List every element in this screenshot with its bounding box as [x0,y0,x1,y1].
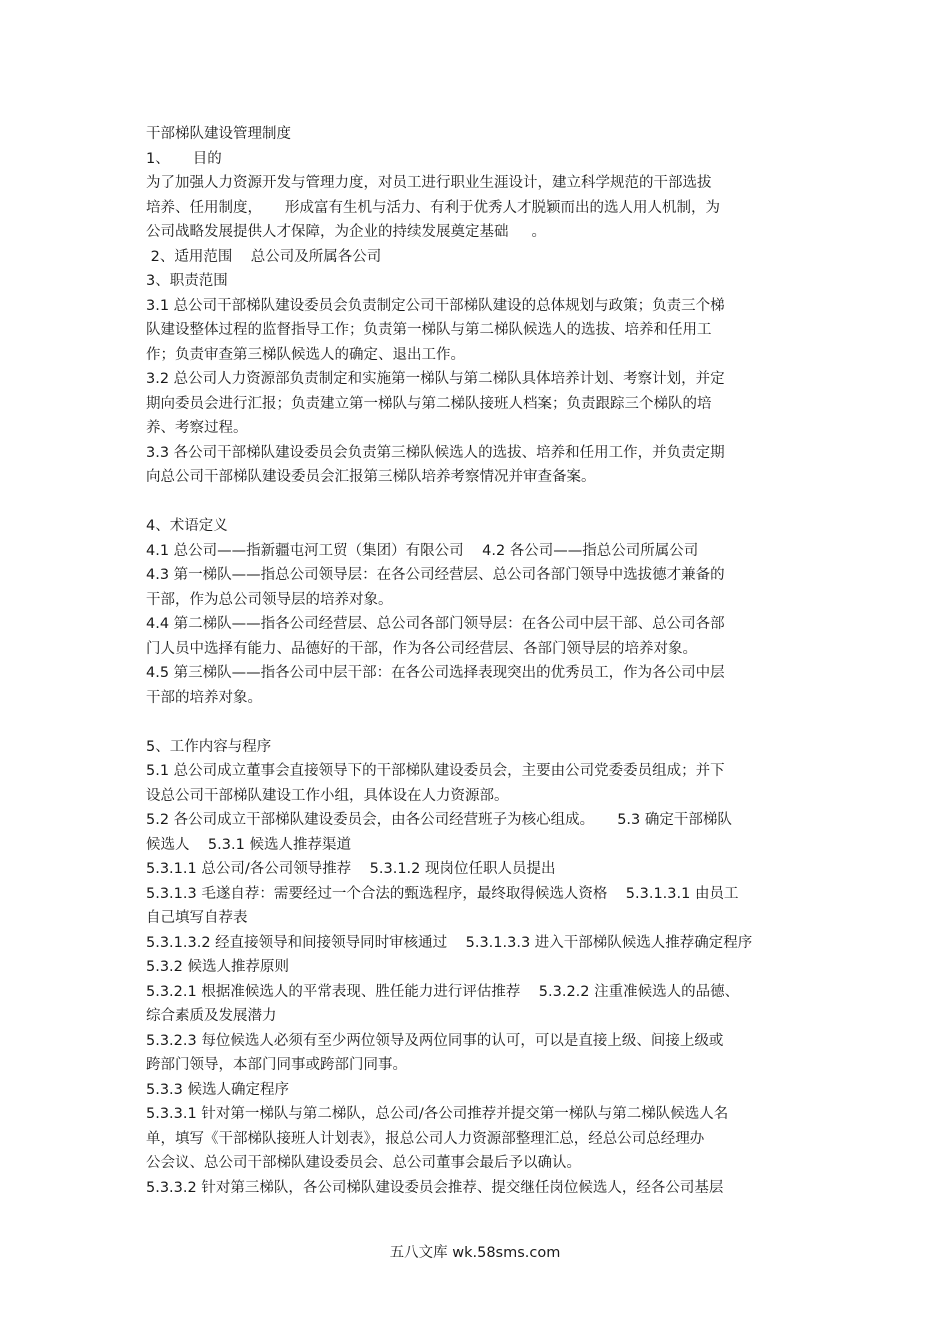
text-line: 4.4 第二梯队——指各公司经营层、总公司各部门领导层：在各公司中层干部、总公司各部 [146,616,725,632]
text-line: 1、 目的 [146,150,222,167]
text-line: 5.3.2.1 根据准候选人的平常表现、胜任能力进行评估推荐 5.3.2.2 注重准候选人的品德、 [146,983,740,1000]
text-line: 单，填写《干部梯队接班人计划表》，报总公司人力资源部整理汇总，经总公司总经理办 [146,1130,705,1147]
text-line: 2、适用范围 总公司及所属各公司 [146,248,382,265]
text-line: 4.1 总公司——指新疆屯河工贸（集团）有限公司 4.2 各公司——指总公司所属公司 [146,542,699,559]
text-line: 门人员中选择有能力、品德好的干部，作为各公司经营层、各部门领导层的培养对象。 [146,640,697,657]
blank-line [146,710,811,735]
text-line: 干部的培养对象。 [146,689,262,706]
text-line: 候选人 5.3.1 候选人推荐渠道 [146,836,351,853]
text-line: 5.3.3.2 针对第三梯队，各公司梯队建设委员会推荐、提交继任岗位候选人，经各公司基层 [146,1179,724,1196]
document-title: 干部梯队建设管理制度 [146,126,291,142]
text-line: 期向委员会进行汇报；负责建立第一梯队与第二梯队接班人档案；负责跟踪三个梯队的培 [146,395,712,412]
text-line: 设总公司干部梯队建设工作小组，具体设在人力资源部。 [146,787,509,804]
text-line: 培养、任用制度， 形成富有生机与活力、有利于优秀人才脱颖而出的选人用人机制，为 [146,199,721,216]
text-line: 自己填写自荐表 [146,910,248,926]
text-line: 4.5 第三梯队——指各公司中层干部：在各公司选择表现突出的优秀员工，作为各公司中层 [146,665,725,681]
text-line: 5.3.1.3 毛遂自荐：需要经过一个合法的甄选程序，最终取得候选人资格 5.3.1.3.1 由员工 [146,885,739,902]
text-line: 5、工作内容与程序 [146,738,272,755]
text-line: 5.2 各公司成立干部梯队建设委员会，由各公司经营班子为核心组成。 5.3 确定干部梯队 [146,812,732,828]
text-line: 3.1 总公司干部梯队建设委员会负责制定公司干部梯队建设的总体规划与政策；负责三个梯 [146,297,725,314]
text-line: 作；负责审查第三梯队候选人的确定、退出工作。 [146,346,465,363]
text-line: 5.1 总公司成立董事会直接领导下的干部梯队建设委员会，主要由公司党委委员组成；并下 [146,763,725,779]
text-line: 公司战略发展提供人才保障，为企业的持续发展奠定基础 。 [146,224,547,240]
footer-watermark: 五八文库 wk.58sms.com [389,1245,561,1261]
text-line: 5.3.2.3 每位候选人必须有至少两位领导及两位同事的认可，可以是直接上级、间接上级或 [146,1032,724,1049]
text-line: 综合素质及发展潜力 [146,1008,277,1024]
text-line: 3、职责范围 [146,273,228,289]
text-line: 5.3.2 候选人推荐原则 [146,959,290,975]
text-line: 队建设整体过程的监督指导工作；负责第一梯队与第二梯队候选人的选拔、培养和任用工 [146,322,712,338]
text-line: 4.3 第一梯队——指总公司领导层：在各公司经营层、总公司各部门领导中选拔德才兼备的 [146,567,725,583]
document-lines [146,147,811,1201]
text-line: 4、术语定义 [146,518,228,534]
text-line: 为了加强人力资源开发与管理力度，对员工进行职业生涯设计，建立科学规范的干部选拔 [146,175,712,191]
text-line: 3.3 各公司干部梯队建设委员会负责第三梯队候选人的选拔、培养和任用工作，并负责定期 [146,444,725,461]
text-line: 5.3.3 候选人确定程序 [146,1081,290,1098]
text-line: 向总公司干部梯队建设委员会汇报第三梯队培养考察情况并审查备案。 [146,469,596,485]
text-line: 养、考察过程。 [146,420,248,436]
blank-line [146,490,811,515]
text-line: 5.3.1.3.2 经直接领导和间接领导同时审核通过 5.3.1.3.3 进入干部梯队候选人推荐确定程序 [146,934,753,951]
document-body [146,122,811,1200]
text-line: 5.3.3.1 针对第一梯队与第二梯队，总公司/各公司推荐并提交第一梯队与第二梯队候选人名 [146,1106,729,1122]
text-line: 5.3.1.1 总公司/各公司领导推荐 5.3.1.2 现岗位任职人员提出 [146,861,556,877]
text-line: 公会议、总公司干部梯队建设委员会、总公司董事会最后予以确认。 [146,1155,581,1171]
text-line: 3.2 总公司人力资源部负责制定和实施第一梯队与第二梯队具体培养计划、考察计划，并定 [146,371,725,387]
text-line: 跨部门领导，本部门同事或跨部门同事。 [146,1057,407,1073]
text-line: 干部，作为总公司领导层的培养对象。 [146,591,393,608]
